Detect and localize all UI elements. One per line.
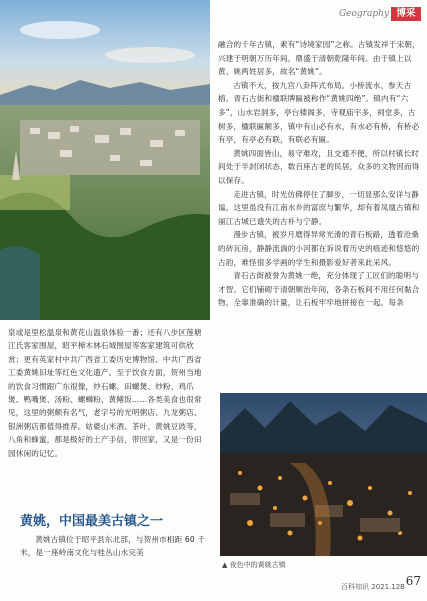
paragraph: 黄姚古镇位于昭平县东北部，与贺州市相距 60 千米，是一座岭南文化与桂丛山水完美 [20, 535, 206, 558]
journal-footer: 百科知识 2021.12B [341, 583, 405, 591]
left-text-column [8, 326, 209, 460]
section-body [20, 533, 210, 560]
paragraph: 古镇不大，按九宫八卦阵式布局。小桥流水、参天古榕、青石古街和楹联牌匾被称作“黄姚四绝”。镇内有“六多”，山水岩洞多，亭台楼阁多，寺观庙宇多，祠堂多，古树多，楹联匾额多，镇中有山必有水，有水必有桥，有桥必有亭，有亭必有联，有联必有匾。 [218, 80, 420, 145]
night-town-photo [220, 393, 427, 556]
photo-caption: ▲ 夜色中的黄姚古镇 [222, 561, 286, 569]
section-heading: 黄姚，中国最美古镇之一 [20, 514, 164, 529]
aerial-town-photo [0, 0, 210, 320]
paragraph: 漫步古镇，被岁月磨得异常光滑的青石板路，透着沧桑的砖瓦房，静静流淌的小河都在诉说着历史的痕迹和悠悠的古韵，难怪很多学画的学生和摄影爱好者来此采风。 [218, 230, 420, 267]
paragraph: 走进古镇，时光仿佛停住了脚步，一切显那么安详与静谧。这里虽没有江南水乡的富庶与繁华，却有着凤凰古镇和丽江古城已遗失的古朴与宁静。 [218, 189, 420, 226]
page-number: 67 [405, 574, 421, 588]
paragraph: 黄姚四面皆山，易守难攻，且交通不便，所以村镇长时间处于半封闭状态，数百座古老的民居，众多的文物因而得以保存。 [218, 148, 420, 185]
section-badge: 博采 [391, 7, 421, 21]
paragraph: 融合的千年古镇，素有“诗境家园”之称。古镇发祥于宋朝，兴建于明朝万历年间，鼎盛于清朝乾隆年间。由于镇上以黄、姚两姓居多，故名“黄姚”。 [218, 40, 420, 77]
paragraph: 青石古街被誉为黄姚一绝，充分体现了工匠们的聪明与才智。它们铺砌于清朝顺治年间，各条石板间不用任何黏合物，全靠准确的计量，让石板牢牢地拼接在一起。每条 [218, 271, 420, 308]
paragraph: 泉或是里松温泉和黄花山温泉体验一番；还有八步区莲塘江氏客家围屋，昭平樟木林石城围屋等客家建筑可供欣赏；更有英家村中共广西省工委历史博物馆、中共广西省工委黄姚旧址等红色文化遗产。至于饮食方面，贺州当地的饮食习惯跟广东很像，炒石螺、田螺煲、炒粉、鸡爪煲、鸭嘴煲、汤粉、螺蛳粉、黄鳝饭……各类美食也很常见，这里的粥颇有名气，老字号的光明粥店、九龙粥店、银洲粥店都值得推荐。姑婆山米酒、茶叶、黄姚豆豉等，八角和蜂蜜，都是极好的土产手信，带回家，又是一份田园休闲的记忆。 [8, 328, 202, 458]
section-label: Geography [338, 9, 389, 19]
right-text-column [218, 38, 420, 310]
